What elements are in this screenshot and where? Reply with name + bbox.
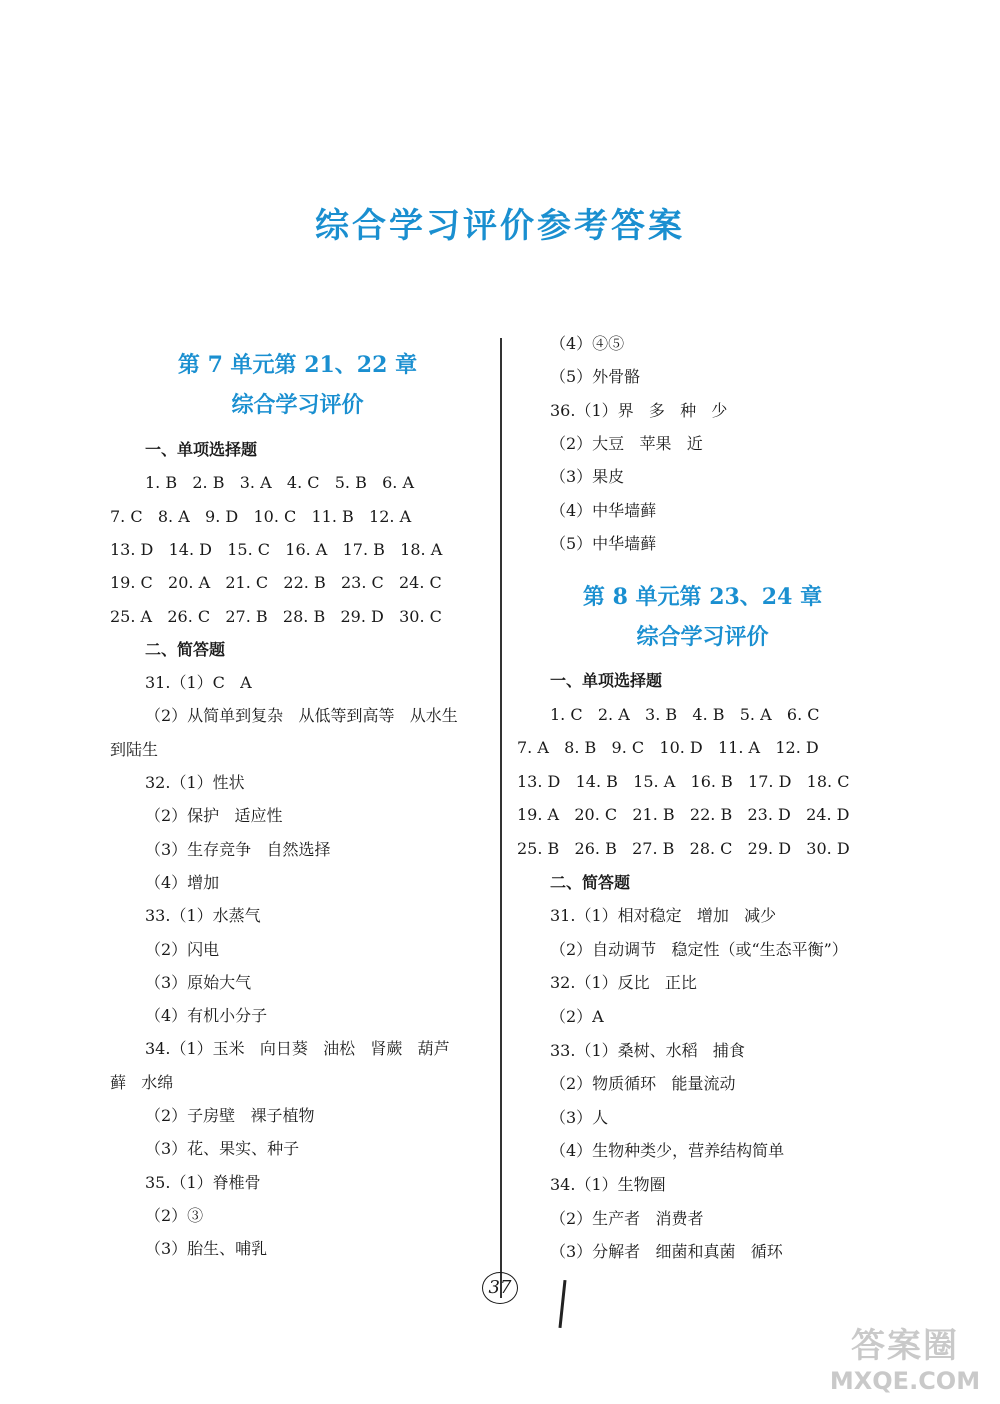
- answer-line: 藓 水绵: [110, 1072, 174, 1092]
- answer-line: 32.（1）反比 正比: [550, 973, 697, 993]
- answer-line: （3）果皮: [550, 467, 625, 487]
- watermark-url: MXQE.COM: [829, 1367, 981, 1395]
- answer-line: （2）闪电: [145, 939, 220, 959]
- answer-line: （5）中华墙藓: [550, 533, 657, 553]
- right-section-title-1: 第 8 单元第 23、24 章: [582, 584, 823, 610]
- answer-line: 7. A 8. B 9. C 10. D 11. A 12. D: [517, 738, 819, 758]
- answer-line: （2）物质循环 能量流动: [550, 1074, 736, 1094]
- answer-line: 31.（1）C A: [145, 673, 252, 693]
- page-number: 37: [482, 1272, 518, 1304]
- answer-line: 一、单项选择题: [550, 671, 663, 690]
- answer-line: 一、单项选择题: [145, 440, 258, 459]
- answer-line: （3）生存竞争 自然选择: [145, 839, 331, 859]
- answer-line: （3）分解者 细菌和真菌 循环: [550, 1242, 783, 1262]
- answer-line: （4）增加: [145, 872, 220, 892]
- page-title: 综合学习评价参考答案: [315, 206, 685, 246]
- answer-line: （3）原始大气: [145, 972, 252, 992]
- answer-line: （4）有机小分子: [145, 1006, 268, 1026]
- answer-line: 13. D 14. D 15. C 16. A 17. B 18. A: [110, 539, 443, 559]
- answer-line: 1. B 2. B 3. A 4. C 5. B 6. A: [145, 473, 415, 493]
- answer-line: （2）从简单到复杂 从低等到高等 从水生: [145, 706, 458, 726]
- answer-line: 25. A 26. C 27. B 28. B 29. D 30. C: [110, 606, 442, 626]
- answer-line: （2）A: [550, 1007, 604, 1026]
- answer-line: 19. A 20. C 21. B 22. B 23. D 24. D: [517, 805, 850, 825]
- answer-line: 35.（1）脊椎骨: [145, 1172, 261, 1192]
- answer-line: （4）生物种类少，营养结构简单: [550, 1141, 785, 1161]
- answer-line: 32.（1）性状: [145, 773, 245, 792]
- answer-line: 1. C 2. A 3. B 4. B 5. A 6. C: [550, 704, 820, 724]
- answer-line: 36.（1）界 多 种 少: [550, 400, 728, 420]
- answer-line: （2）大豆 苹果 近: [550, 433, 703, 453]
- answer-line: 31.（1）相对稳定 增加 减少: [550, 906, 777, 926]
- answer-line: 25. B 26. B 27. B 28. C 29. D 30. D: [517, 839, 850, 858]
- answer-line: 二、简答题: [550, 872, 631, 892]
- answer-line: （2）③: [145, 1205, 204, 1225]
- answer-line: （3）花、果实、种子: [145, 1139, 300, 1159]
- answer-line: （4）中华墙藓: [550, 500, 657, 520]
- answer-line: 19. C 20. A 21. C 22. B 23. C 24. C: [110, 573, 442, 593]
- right-section-title-2: 综合学习评价: [636, 624, 769, 650]
- answer-line: 34.（1）玉米 向日葵 油松 肾蕨 葫芦: [145, 1039, 450, 1059]
- answer-line: 13. D 14. B 15. A 16. B 17. D 18. C: [517, 771, 850, 791]
- column-divider: [500, 338, 502, 1298]
- answer-line: （2）自动调节 稳定性（或“生态平衡”）: [550, 939, 848, 959]
- answer-line: 33.（1）桑树、水稻 捕食: [550, 1040, 745, 1060]
- answer-line: （5）外骨骼: [550, 367, 641, 387]
- answer-line: （4）④⑤: [550, 334, 625, 353]
- pen-stroke: [558, 1280, 566, 1328]
- watermark-logo: 答案圈: [851, 1326, 959, 1366]
- answer-line: 二、简答题: [145, 639, 226, 659]
- answer-line: 到陆生: [110, 739, 159, 759]
- answer-line: （3）人: [550, 1107, 609, 1127]
- answer-line: 33.（1）水蒸气: [145, 906, 261, 926]
- answer-line: 34.（1）生物圈: [550, 1175, 666, 1194]
- answer-line: （2）生产者 消费者: [550, 1208, 704, 1228]
- answer-line: （3）胎生、哺乳: [145, 1239, 268, 1259]
- answer-line: （2）保护 适应性: [145, 806, 283, 826]
- answer-line: 7. C 8. A 9. D 10. C 11. B 12. A: [110, 506, 412, 526]
- left-section-title-1: 第 7 单元第 21、22 章: [177, 352, 418, 378]
- left-section-title-2: 综合学习评价: [231, 392, 364, 418]
- watermark: [820, 1318, 990, 1398]
- answer-line: （2）子房壁 裸子植物: [145, 1106, 315, 1125]
